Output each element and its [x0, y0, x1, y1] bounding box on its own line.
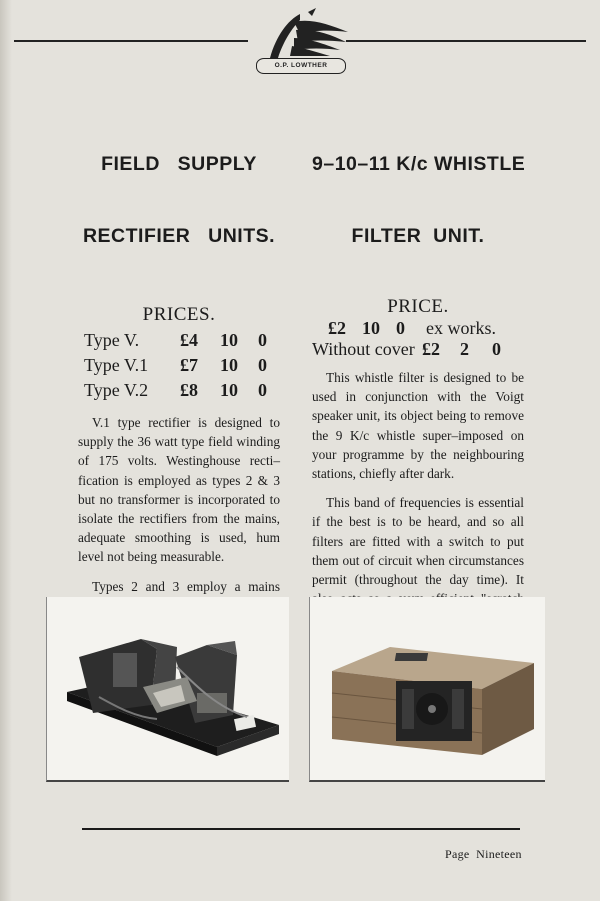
price-type: Type V.2: [84, 380, 149, 400]
price-row: [78, 353, 280, 378]
right-heading: [312, 104, 524, 296]
footer-rule: [82, 828, 520, 830]
page-number: Page Nineteen: [445, 847, 522, 861]
price-pounds: £7: [180, 355, 198, 375]
right-heading-line1: 9–10–11 K/c WHISTLE: [312, 153, 526, 175]
page-spine-shadow: [0, 0, 12, 901]
price-shillings: 10: [220, 330, 238, 350]
left-heading-line2: RECTIFIER UNITS.: [82, 225, 276, 247]
left-paragraph-1: V.1 type rectifier is designed to supply the 36 watt type field winding of 175 volts. Westinghouse recti–fication is employed as types 2 & 3 but no transformer is incorporated to isolate the rectifiers from the mains, adequate smoothing is used, hum level not being measurable.: [78, 415, 280, 565]
left-heading-line1: FIELD SUPPLY: [101, 153, 257, 175]
rectifier-unit-image: [47, 597, 289, 780]
price-row: [312, 318, 524, 339]
logo-nameplate: O.P. LOWTHER: [256, 58, 346, 74]
right-heading-line2: FILTER UNIT.: [351, 225, 485, 247]
price-pence: 0: [258, 380, 267, 400]
winged-logo-icon: [250, 6, 350, 62]
price-row: [78, 378, 280, 403]
price-row: [78, 328, 280, 353]
price-label: PRICE.: [387, 296, 449, 317]
right-paragraph-2: This band of frequencies is essential if the best is to be heard, and so all filters are fitted with a switch to put them out of circuit when circumstances permit (throughout the day time). It: [312, 495, 524, 588]
price-row: [312, 339, 524, 360]
price-shillings: 10: [362, 318, 380, 338]
prices-label: PRICES.: [142, 304, 216, 325]
price-pounds: £8: [180, 380, 198, 400]
price-pounds: £2: [328, 318, 346, 338]
price-pence: 0: [258, 355, 267, 375]
top-rule-right: [346, 40, 586, 42]
price-type: Type V.1: [84, 355, 149, 375]
whistle-filter-image: [310, 597, 545, 780]
price-pounds: £4: [180, 330, 198, 350]
price-shillings: 10: [220, 355, 238, 375]
left-heading: [78, 104, 280, 296]
top-rule-left: [14, 40, 248, 42]
price-shillings: 2: [460, 339, 469, 359]
price-pence: 0: [492, 339, 501, 359]
price-suffix: ex works.: [426, 318, 496, 338]
price-pence: 0: [258, 330, 267, 350]
right-paragraph-1: This whistle filter is designed to be used in conjunction with the Voigt speaker unit, its object being to remove the 9 K/c whistle super–imposed on your programme by the neighbouring stations, chiefly after dark.: [312, 370, 524, 482]
price-pence: 0: [396, 318, 405, 338]
price-variant-label: Without cover: [312, 339, 415, 359]
left-paragraph-2: Types 2 and 3 employ a mains: [92, 578, 280, 594]
right-price-lines: [312, 318, 524, 360]
whistle-filter-photo: [309, 597, 545, 782]
price-pounds: £2: [422, 339, 440, 359]
lowther-logo: [250, 6, 350, 80]
rectifier-unit-photo: [46, 597, 289, 782]
price-table: [78, 328, 280, 403]
price-shillings: 10: [220, 380, 238, 400]
price-type: Type V.: [84, 330, 140, 350]
